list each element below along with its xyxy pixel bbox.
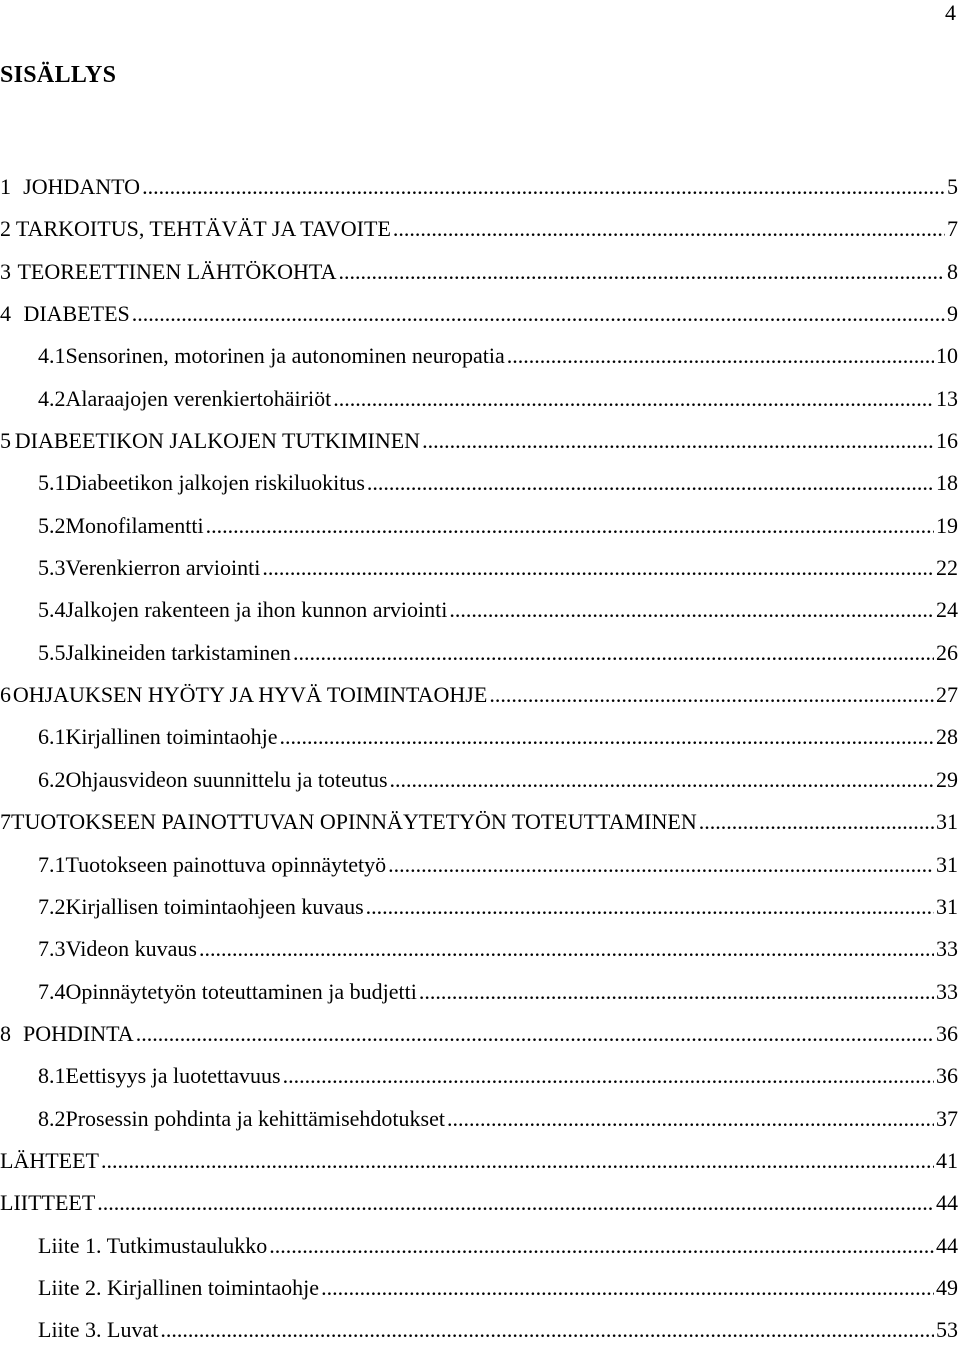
toc-entry-page: 22 xyxy=(936,555,958,581)
dot-leader xyxy=(366,890,934,924)
dot-leader xyxy=(390,763,934,797)
toc-heading: SISÄLLYS xyxy=(0,62,117,88)
toc-entry-number: 5.4 xyxy=(38,597,66,623)
toc-entry-page: 31 xyxy=(936,809,958,835)
toc-entry-number: 4.2 xyxy=(38,385,66,411)
toc-entry-title: LÄHTEET xyxy=(0,1147,99,1173)
toc-entry-number: 8 xyxy=(0,1020,11,1046)
toc-entry-title: LIITTEET xyxy=(0,1190,96,1216)
dot-leader xyxy=(262,551,934,585)
dot-leader xyxy=(97,1186,934,1220)
toc-entry[interactable] xyxy=(0,593,960,635)
toc-entry[interactable] xyxy=(0,636,960,678)
toc-entry-page: 53 xyxy=(936,1317,958,1343)
toc-entry[interactable] xyxy=(0,1313,960,1355)
dot-leader xyxy=(206,509,934,543)
toc-entry-number: 6.1 xyxy=(38,724,66,750)
toc-entry-number: 8.2 xyxy=(38,1105,66,1131)
toc-entry-page: 18 xyxy=(936,470,958,496)
dot-leader xyxy=(449,593,934,627)
toc-entry-title: TEOREETTINEN LÄHTÖKOHTA xyxy=(17,258,337,284)
toc-entry-number: 3 xyxy=(0,258,11,284)
dot-leader xyxy=(419,975,934,1009)
dot-leader xyxy=(393,212,945,246)
toc-entry-title: JOHDANTO xyxy=(23,174,141,199)
toc-entry[interactable] xyxy=(0,763,960,805)
toc-entry-title: Liite 3. Luvat xyxy=(38,1317,159,1343)
toc-entry-number: 7.1 xyxy=(38,851,66,877)
toc-entry-title: OHJAUKSEN HYÖTY JA HYVÄ TOIMINTAOHJE xyxy=(12,682,488,708)
toc-entry-number: 8.1 xyxy=(38,1063,66,1089)
toc-entry-page: 44 xyxy=(936,1190,958,1216)
toc-entry[interactable] xyxy=(0,1229,960,1271)
toc-entry[interactable] xyxy=(0,339,960,381)
toc-entry-page: 9 xyxy=(947,301,958,327)
toc-entry-number: 5.3 xyxy=(38,555,66,581)
dot-leader xyxy=(388,848,934,882)
toc-entry[interactable] xyxy=(0,1271,960,1313)
toc-entry[interactable] xyxy=(0,1186,960,1228)
dot-leader xyxy=(321,1271,934,1305)
toc-entry[interactable] xyxy=(0,551,960,593)
toc-entry-title: Verenkierron arviointi xyxy=(65,555,261,581)
toc-entry-page: 33 xyxy=(936,978,958,1004)
toc-entry-number: 5 xyxy=(0,428,11,454)
toc-entry-title: Alaraajojen verenkiertohäiriöt xyxy=(65,385,332,411)
toc-entry-title: Videon kuvaus xyxy=(65,936,197,962)
toc-entry-page: 19 xyxy=(936,512,958,538)
toc-entry[interactable] xyxy=(0,1059,960,1101)
dot-leader xyxy=(132,297,945,331)
toc-entry-number: 6 xyxy=(0,682,11,708)
toc-entry-page: 24 xyxy=(936,597,958,623)
dot-leader xyxy=(699,805,934,839)
dot-leader xyxy=(367,466,934,500)
toc-entry-title: Diabeetikon jalkojen riskiluokitus xyxy=(65,470,365,496)
toc-entry-page: 27 xyxy=(936,682,958,708)
toc-entry-title: Monofilamentti xyxy=(65,512,204,538)
toc-entry-page: 44 xyxy=(936,1232,958,1258)
page-number: 4 xyxy=(945,0,956,25)
toc-entry[interactable] xyxy=(0,297,960,339)
toc-entry-number: 2 xyxy=(0,216,11,242)
toc-entry-title: Kirjallisen toimintaohjeen kuvaus xyxy=(65,893,364,919)
toc-entry[interactable] xyxy=(0,975,960,1017)
table-of-contents xyxy=(0,170,960,1356)
dot-leader xyxy=(338,255,945,289)
toc-entry[interactable] xyxy=(0,424,960,466)
dot-leader xyxy=(447,1102,934,1136)
toc-entry[interactable] xyxy=(0,466,960,508)
toc-entry[interactable] xyxy=(0,1102,960,1144)
toc-entry-title: Ohjausvideon suunnittelu ja toteutus xyxy=(65,766,388,792)
toc-entry-page: 8 xyxy=(947,258,958,284)
dot-leader xyxy=(507,339,934,373)
toc-entry[interactable] xyxy=(0,848,960,890)
toc-entry-title: Eettisyys ja luotettavuus xyxy=(65,1063,281,1089)
toc-entry-title: TUOTOKSEEN PAINOTTUVAN OPINNÄYTETYÖN TOTEUTTAMINEN xyxy=(11,809,697,835)
toc-entry-page: 31 xyxy=(936,893,958,919)
toc-entry-title: POHDINTA xyxy=(23,1020,134,1046)
toc-entry[interactable] xyxy=(0,255,960,297)
toc-entry-number: 4.1 xyxy=(38,343,66,369)
dot-leader xyxy=(142,170,945,204)
toc-entry-page: 26 xyxy=(936,639,958,665)
toc-entry-number: 1 xyxy=(0,174,11,199)
toc-entry-page: 10 xyxy=(936,343,958,369)
toc-entry-title: Jalkojen rakenteen ja ihon kunnon arviointi xyxy=(65,597,448,623)
dot-leader xyxy=(199,932,934,966)
toc-entry[interactable] xyxy=(0,932,960,974)
toc-entry-page: 7 xyxy=(947,216,958,242)
dot-leader xyxy=(269,1229,934,1263)
dot-leader xyxy=(280,720,934,754)
toc-entry[interactable] xyxy=(0,212,960,254)
toc-entry-number: 5.1 xyxy=(38,470,66,496)
dot-leader xyxy=(160,1313,934,1347)
toc-entry-page: 37 xyxy=(936,1105,958,1131)
toc-entry[interactable] xyxy=(0,720,960,762)
toc-entry-title: Kirjallinen toimintaohje xyxy=(65,724,278,750)
toc-entry[interactable] xyxy=(0,805,960,847)
toc-entry-title: Tuotokseen painottuva opinnäytetyö xyxy=(65,851,387,877)
toc-entry-number: 7.4 xyxy=(38,978,66,1004)
toc-entry-page: 36 xyxy=(936,1063,958,1089)
toc-entry[interactable] xyxy=(0,1017,960,1059)
toc-entry[interactable] xyxy=(0,890,960,932)
toc-entry[interactable] xyxy=(0,170,960,212)
dot-leader xyxy=(333,382,934,416)
toc-entry-title: TARKOITUS, TEHTÄVÄT JA TAVOITE xyxy=(15,216,391,242)
toc-entry-title: DIABEETIKON JALKOJEN TUTKIMINEN xyxy=(14,428,421,454)
dot-leader xyxy=(136,1017,934,1051)
dot-leader xyxy=(422,424,934,458)
dot-leader xyxy=(283,1059,934,1093)
toc-entry-title: Prosessin pohdinta ja kehittämisehdotukset xyxy=(65,1105,445,1131)
toc-entry-page: 5 xyxy=(947,174,958,199)
toc-entry-page: 31 xyxy=(936,851,958,877)
toc-entry[interactable] xyxy=(0,382,960,424)
dot-leader xyxy=(293,636,934,670)
toc-entry-page: 13 xyxy=(936,385,958,411)
toc-entry-number: 6.2 xyxy=(38,766,66,792)
toc-entry-page: 29 xyxy=(936,766,958,792)
dot-leader xyxy=(489,678,934,712)
toc-entry[interactable] xyxy=(0,678,960,720)
toc-entry-number: 7.2 xyxy=(38,893,66,919)
toc-entry-page: 33 xyxy=(936,936,958,962)
toc-entry-title: Sensorinen, motorinen ja autonominen neuropatia xyxy=(65,343,505,369)
toc-entry-number: 7 xyxy=(0,809,11,835)
toc-entry-title: Opinnäytetyön toteuttaminen ja budjetti xyxy=(65,978,417,1004)
toc-entry-page: 28 xyxy=(936,724,958,750)
toc-entry-title: DIABETES xyxy=(23,301,130,327)
toc-entry-title: Liite 1. Tutkimustaulukko xyxy=(38,1232,268,1258)
toc-entry-number: 7.3 xyxy=(38,936,66,962)
dot-leader xyxy=(101,1144,934,1178)
toc-entry[interactable] xyxy=(0,1144,960,1186)
toc-entry[interactable] xyxy=(0,509,960,551)
toc-entry-title: Liite 2. Kirjallinen toimintaohje xyxy=(38,1274,320,1300)
toc-entry-page: 36 xyxy=(936,1020,958,1046)
toc-entry-page: 16 xyxy=(936,428,958,454)
toc-entry-number: 5.5 xyxy=(38,639,66,665)
toc-entry-number: 4 xyxy=(0,301,11,327)
toc-entry-number: 5.2 xyxy=(38,512,66,538)
toc-entry-page: 49 xyxy=(936,1274,958,1300)
toc-entry-page: 41 xyxy=(936,1147,958,1173)
toc-entry-title: Jalkineiden tarkistaminen xyxy=(65,639,291,665)
